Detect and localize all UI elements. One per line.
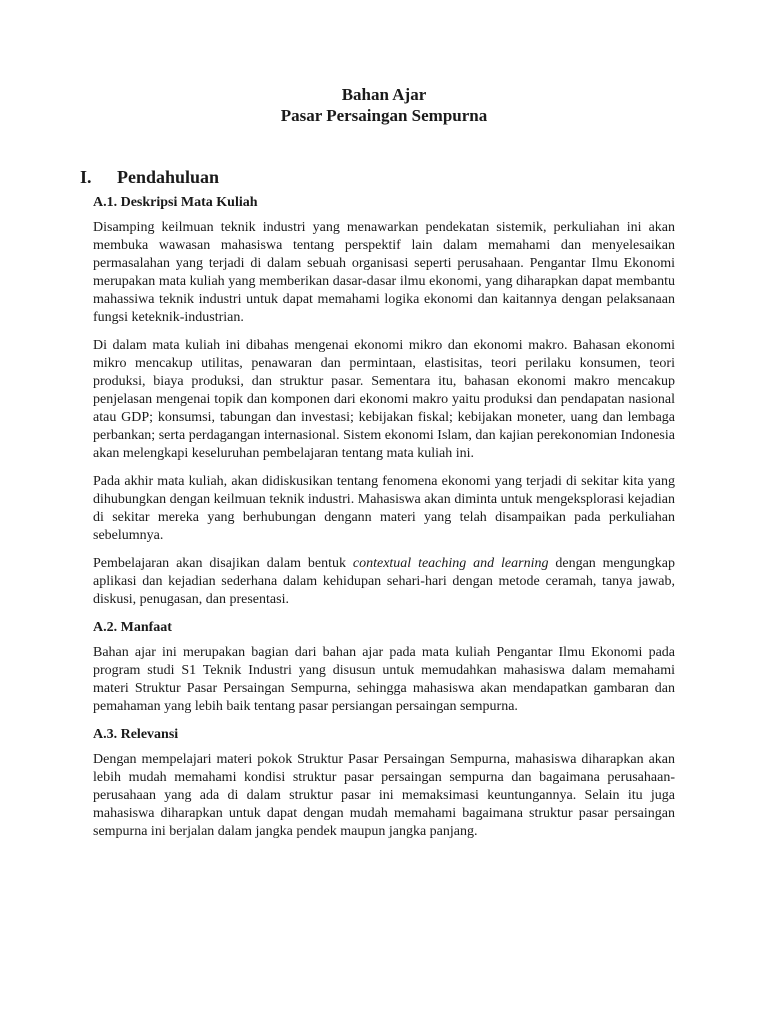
title-line-1: Bahan Ajar xyxy=(341,85,427,104)
document-page xyxy=(80,84,675,851)
section-manfaat xyxy=(93,619,675,716)
document-title xyxy=(93,84,675,126)
chapter-title: Pendahuluan xyxy=(117,167,220,187)
section-heading: A.1. Deskripsi Mata Kuliah xyxy=(93,195,258,210)
section-deskripsi xyxy=(93,194,675,609)
paragraph: Di dalam mata kuliah ini dibahas mengenai ekonomi mikro dan ekonomi makro. Bahasan ekonomi mikro mencakup utilitas, penawaran dan permintaan, elastisitas, teori perilaku konsumen, teori produksi, biaya produksi, dan struktur pasar. Sementara itu, bahasan ekonomi makro mencakup penjelasan mengenai topik dan komponen dari ekonomi makro yaitu produksi dan pendapatan nasional atau GDP; konsumsi, tabungan dan investasi; kebijakan fiskal; kebijakan moneter, uang dan lembaga perbankan; serta perdagangan internasional. Sistem ekonomi Islam, dan kajian perekonomian Indonesia akan melengkapi keseluruhan pembelajaran tentang mata kuliah ini. xyxy=(93,338,675,461)
title-line-2: Pasar Persaingan Sempurna xyxy=(280,106,488,125)
italic-term: contextual teaching and learning xyxy=(352,556,549,571)
paragraph-text: dengan mengungkap aplikasi dan kejadian sederhana dalam kehidupan sehari-hari dengan metode ceramah, tanya jawab, diskusi, penugasan, dan presentasi. xyxy=(93,556,675,607)
chapter-heading xyxy=(80,166,675,188)
paragraph-text: Pembelajaran akan disajikan dalam bentuk xyxy=(93,556,353,571)
chapter-number: I. xyxy=(80,167,92,187)
paragraph: Disamping keilmuan teknik industri yang menawarkan pendekatan sistemik, perkuliahan ini akan membuka wawasan mahasiswa tentang perspektif lain dalam memahami dan menyelesaikan permasalahan yang terjadi di dalam sebuah organisasi seperti perusahaan. Pengantar Ilmu Ekonomi merupakan mata kuliah yang memberikan dasar-dasar ilmu ekonomi, yang diharapkan dapat membantu mahassiwa teknik industri untuk dapat memahami logika ekonomi dan kaitannya dengan pelaksanaan fungsi keteknik-industrian. xyxy=(93,220,675,325)
paragraph: Pada akhir mata kuliah, akan didiskusikan tentang fenomena ekonomi yang terjadi di sekitar kita yang dihubungkan dengan keilmuan teknik industri. Mahasiswa akan diminta untuk mengeksplorasi kejadian di sekitar mereka yang berhubungan dengann materi yang telah disampaikan pada perkuliahan sebelumnya. xyxy=(93,474,675,543)
paragraph-with-italic xyxy=(93,555,675,609)
section-relevansi xyxy=(93,726,675,841)
paragraph: Dengan mempelajari materi pokok Struktur Pasar Persaingan Sempurna, mahasiswa diharapkan akan lebih mudah memahami kondisi struktur pasar persaingan sempurna dan bagaimana perusahaan-perusahaan yang ada di dalam struktur pasar ini memaksimasi keuntungannya. Selain itu juga mahasiswa diharapkan untuk dapat dengan mudah memahami bagaimana struktur pasar persaingan sempurna ini berjalan dalam jangka pendek maupun jangka panjang. xyxy=(93,752,675,839)
paragraph: Bahan ajar ini merupakan bagian dari bahan ajar pada mata kuliah Pengantar Ilmu Ekonomi pada program studi S1 Teknik Industri yang disusun untuk memudahkan mahasiswa dalam memahami materi Struktur Pasar Persaingan Sempurna, sehingga mahasiswa akan mendapatkan gambaran dan pemahaman yang lebih baik tentang pasar persiangan persaingan sempurna. xyxy=(93,645,675,714)
section-heading: A.2. Manfaat xyxy=(93,620,172,635)
section-heading: A.3. Relevansi xyxy=(93,727,179,742)
